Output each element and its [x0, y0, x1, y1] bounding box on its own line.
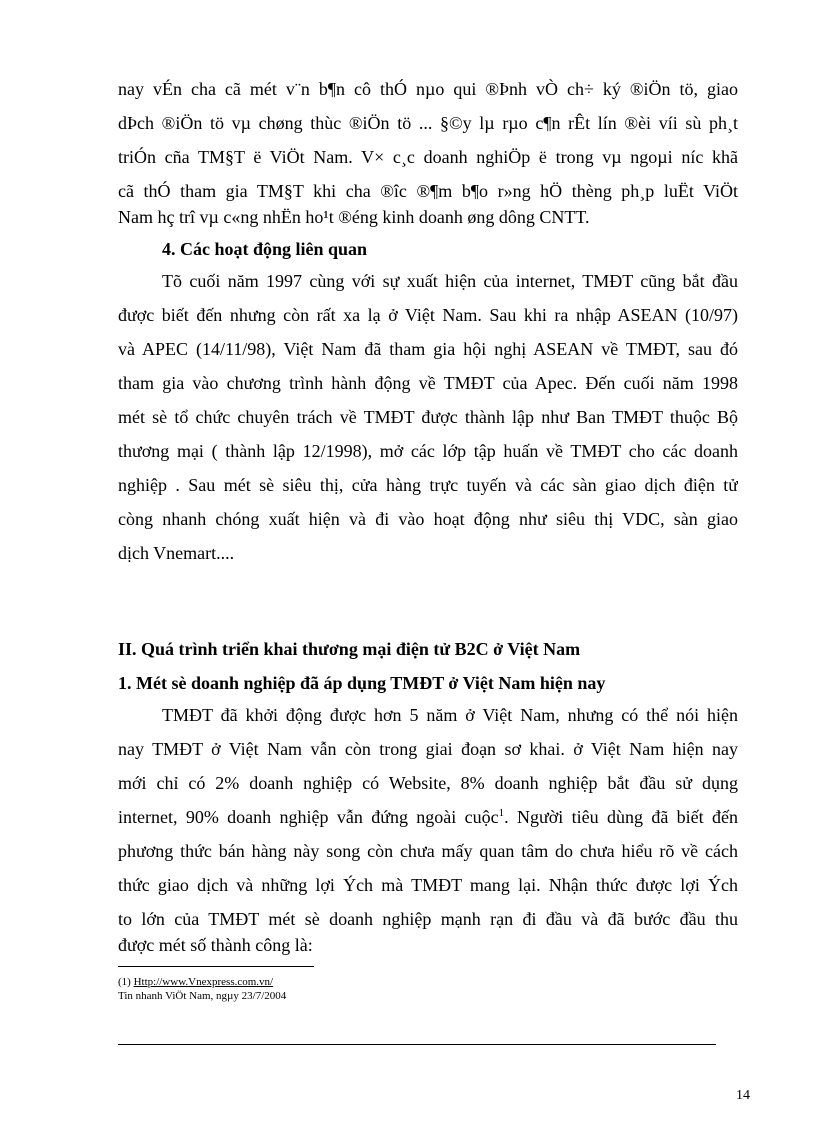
footnote-link-line [118, 975, 273, 989]
paragraph-line: dÞch ®iÖn tö vµ chøng thùc ®iÖn tö ... §©y lµ rµo c¶n rÊt lín ®èi víi sù ph¸t [118, 113, 738, 133]
paragraph-line: TMĐT đã khởi động được hơn 5 năm ở Việt Nam, nhưng có thể nói hiện [162, 705, 738, 725]
paragraph-line: dịch Vnemart.... [118, 543, 235, 563]
paragraph-line: Tõ cuối năm 1997 cùng với sự xuất hiện của internet, TMĐT cũng bắt đầu [162, 271, 738, 291]
paragraph-line: nay vÉn cha cã mét v¨n b¶n cô thÓ nµo qui ®Þnh vÒ ch÷ ký ®iÖn tö, giao [118, 79, 738, 99]
section-heading: 4. Các hoạt động liên quan [162, 239, 368, 259]
paragraph-line: phương thức bán hàng này song còn chưa mấy quan tâm do chưa hiểu rõ về cách [118, 841, 738, 861]
footnote-link[interactable]: Http://www.Vnexpress.com.vn/ [133, 976, 274, 988]
paragraph-line: và APEC (14/11/98), Việt Nam đã tham gia hội nghị ASEAN về TMĐT, sau đó [118, 339, 738, 359]
chapter-heading: II. Quá trình triển khai thương mại điện tử B2C ở Việt Nam [118, 639, 581, 659]
footnote-marker: (1) [118, 976, 131, 988]
subsection-heading: 1. Mét sè doanh nghiệp đã áp dụng TMĐT ở Việt Nam hiện nay [118, 673, 606, 693]
paragraph-line: triÓn cña TM§T ë ViÖt Nam. V× c¸c doanh nghiÖp ë trong vµ ngoµi níc khã [118, 147, 738, 167]
paragraph-text: . Người tiêu dùng đã biết đến [504, 807, 738, 827]
page-number: 14 [736, 1088, 750, 1103]
paragraph-line: thương mại ( thành lập 12/1998), mở các lớp tập huấn về TMĐT cho các doanh [118, 441, 738, 461]
paragraph-line: được mét số thành công là: [118, 935, 313, 955]
paragraph-line: nay TMĐT ở Việt Nam vẫn còn trong giai đoạn sơ khai. ở Việt Nam hiện nay [118, 739, 738, 759]
footnote-separator [118, 966, 314, 967]
footnote-source: Tin nhanh ViÖt Nam, ngµy 23/7/2004 [118, 990, 287, 1002]
paragraph-line [118, 805, 738, 829]
paragraph-line: được biết đến nhưng còn rất xa lạ ở Việt Nam. Sau khi ra nhập ASEAN (10/97) [118, 305, 738, 325]
paragraph-line: mới chỉ có 2% doanh nghiệp có Website, 8% doanh nghiệp bắt đầu sử dụng [118, 773, 738, 793]
paragraph-line: thức giao dịch và những lợi Ých mà TMĐT mang lại. Nhận thức được lợi Ých [118, 875, 738, 895]
footer-rule [118, 1044, 716, 1045]
paragraph-text: internet, 90% doanh nghiệp vẫn đứng ngoài cuộc [118, 807, 499, 827]
paragraph-line: còng nhanh chóng xuất hiện và đi vào hoạt động như siêu thị VDC, sàn giao [118, 509, 738, 529]
paragraph-line: to lớn của TMĐT mét sè doanh nghiệp mạnh rạn đi đầu và đã bước đầu thu [118, 909, 738, 929]
paragraph-line: cã thÓ tham gia TM§T khi cha ®îc ®¶m b¶o r»ng hÖ thèng ph¸p luËt ViÖt [118, 181, 738, 201]
footnote-reference[interactable]: 1 [498, 807, 505, 819]
paragraph-line: mét sè tổ chức chuyên trách về TMĐT được thành lập như Ban TMĐT thuộc Bộ [118, 407, 738, 427]
paragraph-line: tham gia vào chương trình hành động về TMĐT của Apec. Đến cuối năm 1998 [118, 373, 738, 393]
paragraph-line: Nam hç trî vµ c«ng nhËn ho¹t ®éng kinh doanh øng dông CNTT. [118, 207, 590, 227]
paragraph-line: nghiệp . Sau mét sè siêu thị, cửa hàng trực tuyến và các sàn giao dịch điện tử [118, 475, 738, 495]
